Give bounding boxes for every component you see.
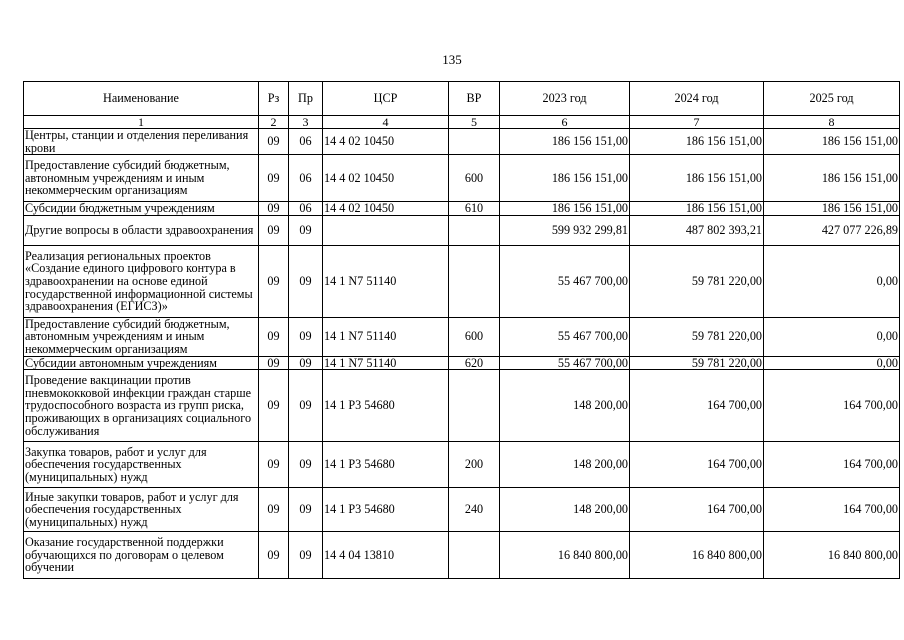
row-csr: 14 4 02 10450 [323,202,449,216]
row-amount-2023: 148 200,00 [500,442,630,488]
table-row [24,215,900,245]
row-amount-2023: 186 156 151,00 [500,129,630,155]
header-pr: Пр [289,82,323,116]
row-amount-2023: 16 840 800,00 [500,532,630,579]
table-row [24,488,900,532]
row-csr: 14 1 N7 51140 [323,317,449,356]
row-pr: 09 [289,370,323,442]
row-vr [449,370,500,442]
row-name: Закупка товаров, работ и услуг для обеспечения государственных (муниципальных) нужд [24,442,259,488]
row-rz: 09 [259,532,289,579]
column-number: 4 [323,116,449,129]
column-number-row [24,116,900,129]
row-amount-2025: 164 700,00 [764,442,900,488]
row-amount-2024: 186 156 151,00 [630,202,764,216]
row-csr [323,215,449,245]
header-vr: ВР [449,82,500,116]
table-row [24,202,900,216]
row-amount-2025: 164 700,00 [764,488,900,532]
column-number: 8 [764,116,900,129]
table-row [24,532,900,579]
row-amount-2023: 599 932 299,81 [500,215,630,245]
row-name: Иные закупки товаров, работ и услуг для обеспечения государственных (муниципальных) нужд [24,488,259,532]
row-amount-2024: 164 700,00 [630,370,764,442]
row-name: Проведение вакцинации против пневмококковой инфекции граждан старше трудоспособного возраста из групп риска, проживающих в организациях социального обслуживания [24,370,259,442]
row-pr: 06 [289,129,323,155]
row-amount-2023: 55 467 700,00 [500,317,630,356]
row-csr: 14 4 02 10450 [323,129,449,155]
row-name: Центры, станции и отделения переливания крови [24,129,259,155]
row-vr: 600 [449,155,500,202]
row-amount-2024: 487 802 393,21 [630,215,764,245]
table-row [24,129,900,155]
row-vr: 200 [449,442,500,488]
row-csr: 14 1 P3 54680 [323,370,449,442]
row-amount-2023: 186 156 151,00 [500,155,630,202]
row-vr: 240 [449,488,500,532]
row-vr [449,129,500,155]
row-amount-2024: 59 781 220,00 [630,317,764,356]
row-pr: 06 [289,202,323,216]
row-name: Оказание государственной поддержки обучающихся по договорам о целевом обучении [24,532,259,579]
budget-table [23,81,900,579]
column-number: 1 [24,116,259,129]
header-2023: 2023 год [500,82,630,116]
row-amount-2025: 16 840 800,00 [764,532,900,579]
row-vr: 600 [449,317,500,356]
row-amount-2023: 148 200,00 [500,488,630,532]
table-row [24,245,900,317]
column-number: 5 [449,116,500,129]
row-csr: 14 1 N7 51140 [323,245,449,317]
table-row [24,370,900,442]
row-amount-2025: 164 700,00 [764,370,900,442]
row-rz: 09 [259,317,289,356]
row-amount-2023: 148 200,00 [500,370,630,442]
row-amount-2024: 59 781 220,00 [630,356,764,370]
row-name: Реализация региональных проектов «Создание единого цифрового контура в здравоохранении на основе единой государственной информационной системы здравоохранения (ЕГИСЗ)» [24,245,259,317]
row-rz: 09 [259,245,289,317]
row-amount-2025: 427 077 226,89 [764,215,900,245]
column-number: 7 [630,116,764,129]
row-pr: 09 [289,317,323,356]
row-name: Субсидии бюджетным учреждениям [24,202,259,216]
row-csr: 14 1 P3 54680 [323,442,449,488]
row-name: Предоставление субсидий бюджетным, автономным учреждениям и иным некоммерческим организациям [24,317,259,356]
row-name: Субсидии автономным учреждениям [24,356,259,370]
row-amount-2023: 186 156 151,00 [500,202,630,216]
row-vr [449,215,500,245]
row-pr: 06 [289,155,323,202]
row-rz: 09 [259,202,289,216]
row-csr: 14 4 02 10450 [323,155,449,202]
row-rz: 09 [259,155,289,202]
row-vr [449,245,500,317]
row-csr: 14 1 P3 54680 [323,488,449,532]
row-amount-2024: 186 156 151,00 [630,129,764,155]
table-row [24,155,900,202]
header-row [24,82,900,116]
page-number: 135 [442,52,462,67]
row-amount-2023: 55 467 700,00 [500,356,630,370]
row-rz: 09 [259,442,289,488]
header-rz: Рз [259,82,289,116]
row-pr: 09 [289,488,323,532]
row-pr: 09 [289,532,323,579]
column-number: 6 [500,116,630,129]
row-rz: 09 [259,488,289,532]
row-csr: 14 4 04 13810 [323,532,449,579]
header-name: Наименование [24,82,259,116]
row-vr: 620 [449,356,500,370]
table-row [24,442,900,488]
column-number: 3 [289,116,323,129]
header-csr: ЦСР [323,82,449,116]
row-rz: 09 [259,215,289,245]
row-rz: 09 [259,370,289,442]
row-amount-2023: 55 467 700,00 [500,245,630,317]
row-csr: 14 1 N7 51140 [323,356,449,370]
row-amount-2025: 0,00 [764,317,900,356]
column-number: 2 [259,116,289,129]
row-amount-2024: 186 156 151,00 [630,155,764,202]
row-rz: 09 [259,129,289,155]
row-pr: 09 [289,215,323,245]
row-pr: 09 [289,356,323,370]
row-amount-2024: 164 700,00 [630,442,764,488]
row-amount-2024: 16 840 800,00 [630,532,764,579]
table-row [24,317,900,356]
row-pr: 09 [289,442,323,488]
table-row [24,356,900,370]
row-rz: 09 [259,356,289,370]
row-amount-2025: 186 156 151,00 [764,155,900,202]
row-name: Предоставление субсидий бюджетным, автономным учреждениям и иным некоммерческим организациям [24,155,259,202]
row-amount-2025: 0,00 [764,245,900,317]
row-vr: 610 [449,202,500,216]
header-2024: 2024 год [630,82,764,116]
row-amount-2024: 59 781 220,00 [630,245,764,317]
row-amount-2025: 0,00 [764,356,900,370]
row-amount-2025: 186 156 151,00 [764,202,900,216]
row-vr [449,532,500,579]
table-body [24,129,900,579]
row-amount-2024: 164 700,00 [630,488,764,532]
row-amount-2025: 186 156 151,00 [764,129,900,155]
row-pr: 09 [289,245,323,317]
header-2025: 2025 год [764,82,900,116]
row-name: Другие вопросы в области здравоохранения [24,215,259,245]
